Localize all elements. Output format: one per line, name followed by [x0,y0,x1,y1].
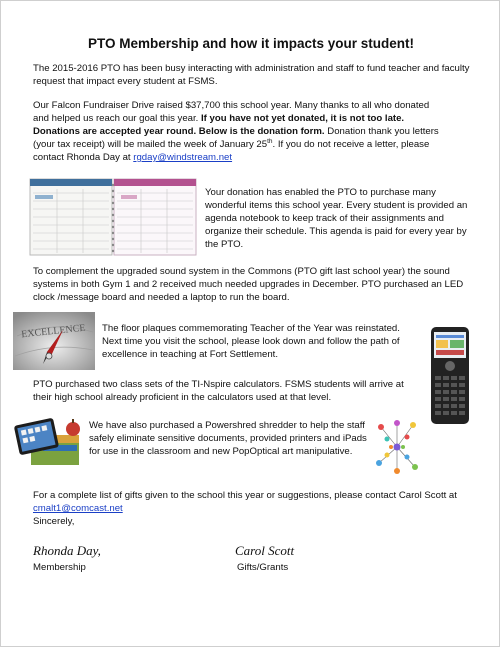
receipt-followup-text: . If you do not receive a letter, please [272,139,430,150]
sound-system-paragraph: To complement the upgraded sound system in the Commons (PTO gift last school year) the sound systems in both Gym 1 and 2 received much needed upgrades in December. PTO purchased an LED clock /message board and needed a laptop to run the board. [33,266,464,303]
calculators-paragraph: PTO purchased two class sets of the TI-Nspire calculators. FSMS students will arrive at their high school already proficient in the calculators used at that level. [33,379,404,403]
excellence-compass-image [13,312,95,370]
calculator-image [430,326,470,425]
popoptical-art-image [373,419,421,475]
rhonda-email-link[interactable]: rgday@windstream.net [133,152,233,163]
agenda-notebook-image [29,177,197,257]
carol-email-link[interactable]: cmalt1@comcast.net [33,503,123,514]
sincerely-text: Sincerely, [33,516,75,527]
page-title: PTO Membership and how it impacts your student! [87,36,415,51]
donate-emphasis: If you have not yet donated, it is not too late. [201,113,405,124]
fundraiser-paragraph [33,99,478,164]
thank-you-letters-text: Donation thank you letters [324,126,439,137]
donation-form-emphasis: Donations are accepted year round. Below is the donation form. [33,126,325,137]
fundraiser-line-2: and helped us reach our goal this year. [33,113,202,124]
date-superscript: th [267,137,273,145]
ipad-image [13,415,83,469]
tax-receipt-text: (your tax receipt) will be mailed the week of January 25 [33,139,268,150]
intro-paragraph: The 2015-2016 PTO has been busy interacting with administration and staff to fund teacher and faculty request that impact every student at FSMS. [33,63,470,87]
contact-text: contact Rhonda Day at [33,152,134,163]
signature-rhonda: Rhonda Day, [33,543,101,558]
shredder-paragraph: We have also purchased a Powershred shredder to help the staff safely eliminate sensitive documents, provided printers and iPads for use in the classroom and new PopOptical art manipulative. [89,420,367,457]
agenda-paragraph: Your donation has enabled the PTO to purchase many wonderful items this school year. Every student is provided an agenda notebook to keep track of their assignments and organize their schedule. This agenda is paid for every year by the PTO. [205,187,468,250]
excellence-word: EXCELLENCE [20,322,86,341]
contact-paragraph [33,489,478,515]
role-membership: Membership [33,562,86,573]
signature-carol: Carol Scott [235,543,295,558]
fundraiser-line-1: Our Falcon Fundraiser Drive raised $37,700 this school year. Many thanks to all who donated [33,100,430,111]
plaques-paragraph: The floor plaques commemorating Teacher of the Year was reinstated. Next time you visit the school, please look down and follow the path of excellence in teaching at Fort Settlement. [102,323,400,360]
role-gifts-grants: Gifts/Grants [237,562,289,573]
gifts-contact-text: For a complete list of gifts given to the school this year or suggestions, please contact Carol Scott at [33,490,457,501]
